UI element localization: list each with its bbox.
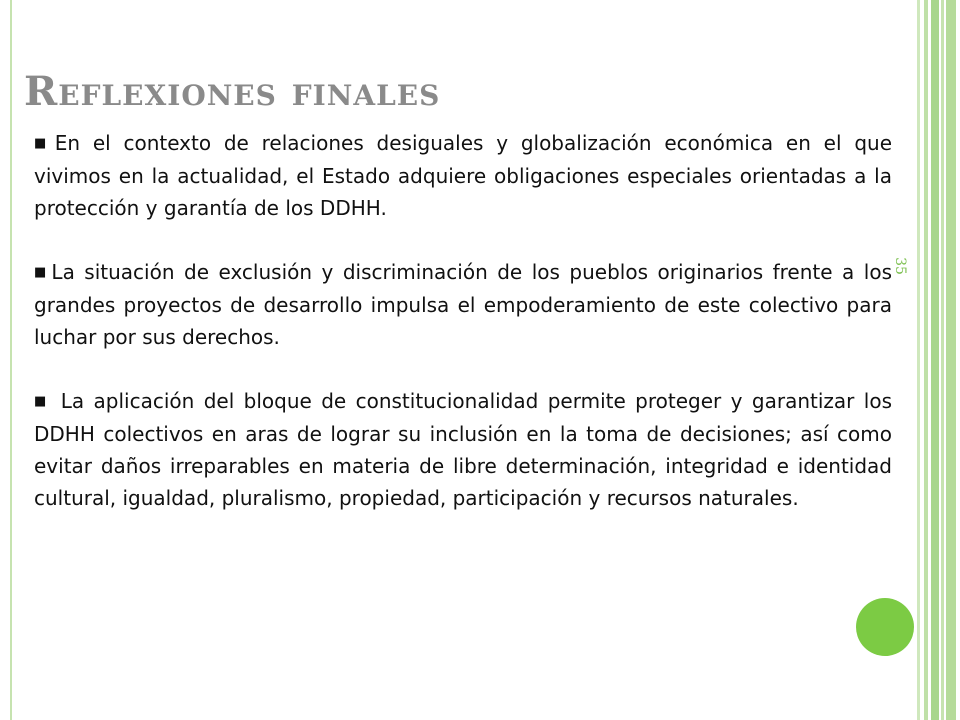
square-bullet-icon: ■: [34, 136, 53, 151]
slide-title: Reflexiones finales: [24, 68, 441, 115]
square-bullet-icon: ■: [34, 265, 50, 280]
right-stripe: [924, 0, 928, 720]
bullet-item: [34, 127, 892, 224]
right-stripe: [917, 0, 920, 720]
bullet-text: La situación de exclusión y discriminación de los pueblos originarios frente a los grandes proyectos de desarrollo impulsa el empoderamiento de este colectivo para luchar por sus derechos.: [34, 260, 892, 349]
bullet-list: [34, 127, 892, 514]
bullet-item: [34, 256, 892, 353]
page-number: 35: [892, 257, 908, 275]
bullet-text: En el contexto de relaciones desiguales y globalización económica en el que vivimos en la actualidad, el Estado adquiere obligaciones especiales orientadas a la protección y garantía de los DDHH.: [34, 131, 892, 220]
right-stripe: [941, 0, 944, 720]
square-bullet-icon: ■: [34, 394, 50, 409]
right-stripe: [931, 0, 939, 720]
right-stripe: [946, 0, 956, 720]
left-border-line: [10, 0, 12, 720]
bullet-item: [34, 385, 892, 514]
bullet-text: La aplicación del bloque de constitucionalidad permite proteger y garantizar los DDHH colectivos en aras de lograr su inclusión en la toma de decisiones; así como evitar daños irreparables en materia de libre determinación, integridad e identidad cultural, igualdad, pluralismo, propiedad, participación y recursos naturales.: [34, 389, 892, 510]
green-circle-decoration: [856, 598, 914, 656]
